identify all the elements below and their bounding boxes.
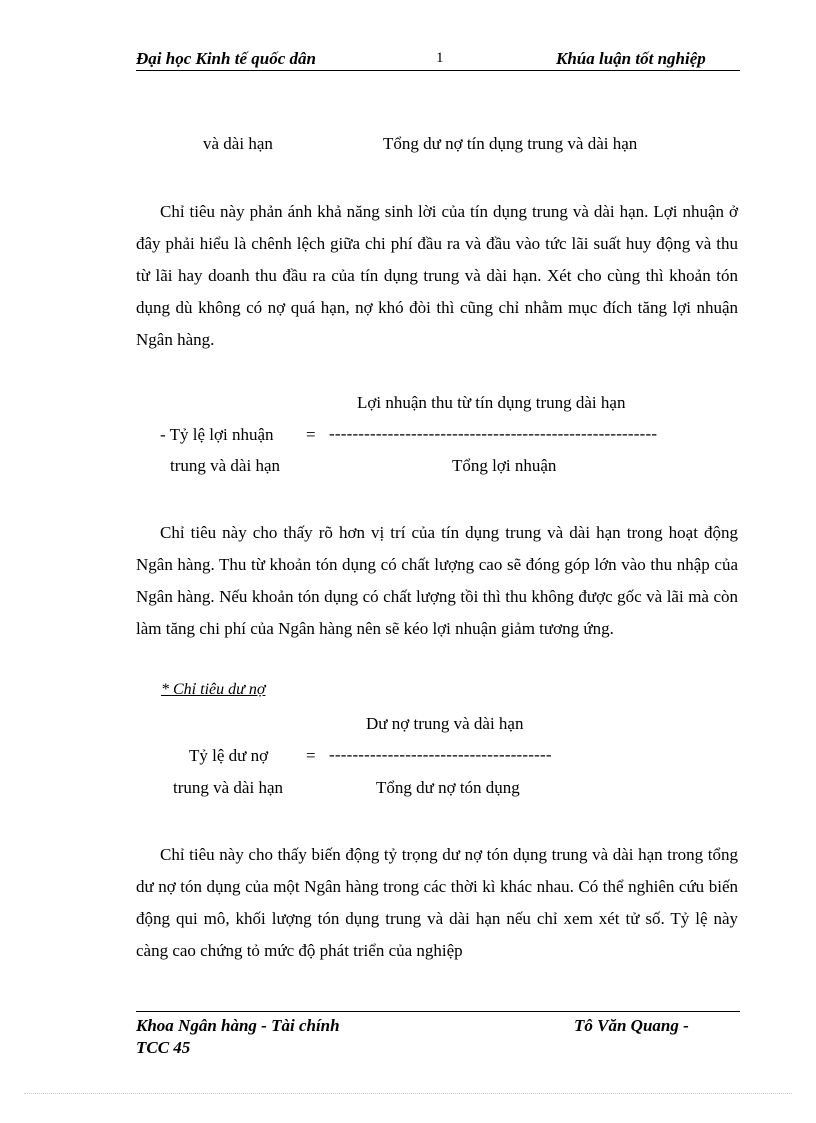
top-formula-denominator: Tổng dư nợ tín dụng trung và dài hạn — [383, 134, 638, 153]
debt-equals: = — [306, 746, 316, 765]
paragraph-1 — [136, 196, 738, 356]
profit-label-line1: - Tỷ lệ lợi nhuận — [160, 425, 274, 444]
header-title: Khúa luận tốt nghiệp — [556, 49, 706, 68]
profit-denominator: Tổng lợi nhuận — [452, 456, 557, 475]
footer-class: TCC 45 — [136, 1038, 191, 1057]
page-bottom-edge — [24, 1093, 792, 1094]
top-formula-label: và dài hạn — [203, 134, 273, 153]
profit-equals: = — [306, 425, 316, 444]
footer-author: Tô Văn Quang - — [574, 1016, 689, 1035]
footer-rule — [136, 1011, 740, 1012]
debt-divider: -------------------------------------- — [329, 745, 552, 764]
paragraph-3 — [136, 839, 738, 967]
debt-denominator: Tổng dư nợ tón dụng — [376, 778, 520, 797]
paragraph-2 — [136, 517, 738, 645]
profit-label-line2: trung và dài hạn — [170, 456, 280, 475]
paragraph-3-text: Chỉ tiêu này cho thấy biến động tỷ trọng dư nợ tón dụng trung và dài hạn trong tổng dư nợ tón dụng của một Ngân hàng trong các thời kì khác nhau. Có thể nghiên cứu biến động qui mô, khối lượng tón dụng trung và dài hạn nếu chỉ xem xét tử số. Tỷ lệ này càng cao chứng tỏ mức độ phát triển của nghiệp — [136, 845, 738, 960]
debt-label-line1: Tỷ lệ dư nợ — [189, 746, 269, 765]
profit-numerator: Lợi nhuận thu từ tín dụng trung dài hạn — [357, 393, 626, 412]
footer-department: Khoa Ngân hàng - Tài chính — [136, 1016, 340, 1035]
section-heading: * Chỉ tiêu dư nợ — [161, 681, 266, 698]
paragraph-1-text: Chỉ tiêu này phản ánh khả năng sinh lời của tín dụng trung và dài hạn. Lợi nhuận ở đây phải hiểu là chênh lệch giữa chi phí đầu ra và đầu vào tức lãi suất huy động và thu từ lãi hay doanh thu đầu ra của tín dụng trung và dài hạn. Xét cho cùng thì khoản tón dụng dù không có nợ quá hạn, nợ khó đòi thì cũng chỉ nhằm mục đích tăng lợi nhuận Ngân hàng. — [136, 202, 738, 349]
paragraph-2-text: Chỉ tiêu này cho thấy rõ hơn vị trí của tín dụng trung và dài hạn trong hoạt động Ngân hàng. Thu từ khoản tón dụng có chất lượng cao sẽ đóng góp lớn vào thu nhập của Ngân hàng. Nếu khoản tón dụng có chất lượng tồi thì thu không được gốc và lãi mà còn làm tăng chi phí của Ngân hàng nên sẽ kéo lợi nhuận giảm tương ứng. — [136, 523, 738, 638]
debt-numerator: Dư nợ trung và dài hạn — [366, 714, 524, 733]
debt-label-line2: trung và dài hạn — [173, 778, 283, 797]
page-number: 1 — [436, 50, 444, 66]
header-rule — [136, 70, 740, 71]
header-school: Đại học Kinh tế quốc dân — [136, 49, 316, 68]
profit-divider: -------------------------------------------------------- — [329, 424, 658, 443]
